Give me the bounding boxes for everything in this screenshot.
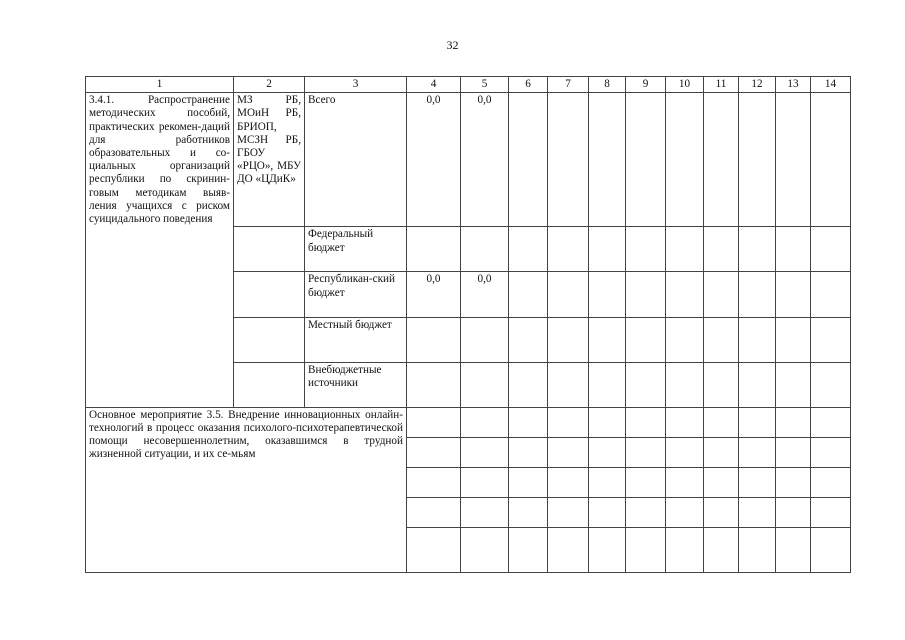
value-cell: [407, 227, 461, 272]
table-row: [86, 93, 851, 227]
header-row: [86, 77, 851, 93]
value-cell: 0,0: [461, 272, 509, 317]
header-cell: 11: [704, 77, 739, 93]
item-3-4-1-executors: МЗ РБ, МОиН РБ, БРИОП, МСЗН РБ, ГБОУ «РЦО», МБУ ДО «ЦДиК»: [234, 93, 305, 227]
value-cell: [461, 227, 509, 272]
header-cell: 5: [461, 77, 509, 93]
header-cell: 7: [548, 77, 589, 93]
header-cell: 6: [509, 77, 548, 93]
value-cell: 0,0: [407, 272, 461, 317]
value-cell: [461, 317, 509, 362]
value-cell: [407, 317, 461, 362]
header-cell: 10: [666, 77, 704, 93]
header-cell: 2: [234, 77, 305, 93]
table-row: [86, 407, 851, 437]
source-cell: Республикан-ский бюджет: [305, 272, 407, 317]
event-3-5-title: Основное мероприятие 3.5. Внедрение инновационных онлайн-технологий в процесс оказания психолого-психотерапевтической помощи несовершеннолетним, оказавшимся в трудной жизненной ситуации, и их се-мьям: [86, 407, 407, 572]
source-cell: Внебюджетные источники: [305, 362, 407, 407]
value-cell: [407, 362, 461, 407]
value-cell: 0,0: [461, 93, 509, 227]
header-cell: 12: [739, 77, 776, 93]
header-cell: 14: [811, 77, 851, 93]
header-cell: 13: [776, 77, 811, 93]
source-cell: Всего: [305, 93, 407, 227]
header-cell: 1: [86, 77, 234, 93]
page-number: 32: [446, 38, 459, 52]
header-cell: 3: [305, 77, 407, 93]
budget-table: [85, 76, 851, 573]
source-cell: Местный бюджет: [305, 317, 407, 362]
value-cell: [461, 362, 509, 407]
item-3-4-1-title: 3.4.1. Распространение методических пособий, практических рекомен-даций для работников образовательных и со-циальных организаций республики по скринин-говым методикам выяв-ления учащихся с риском суицидального поведения: [86, 93, 234, 407]
header-cell: 4: [407, 77, 461, 93]
header-cell: 9: [626, 77, 666, 93]
header-cell: 8: [589, 77, 626, 93]
source-cell: Федеральный бюджет: [305, 227, 407, 272]
value-cell: 0,0: [407, 93, 461, 227]
